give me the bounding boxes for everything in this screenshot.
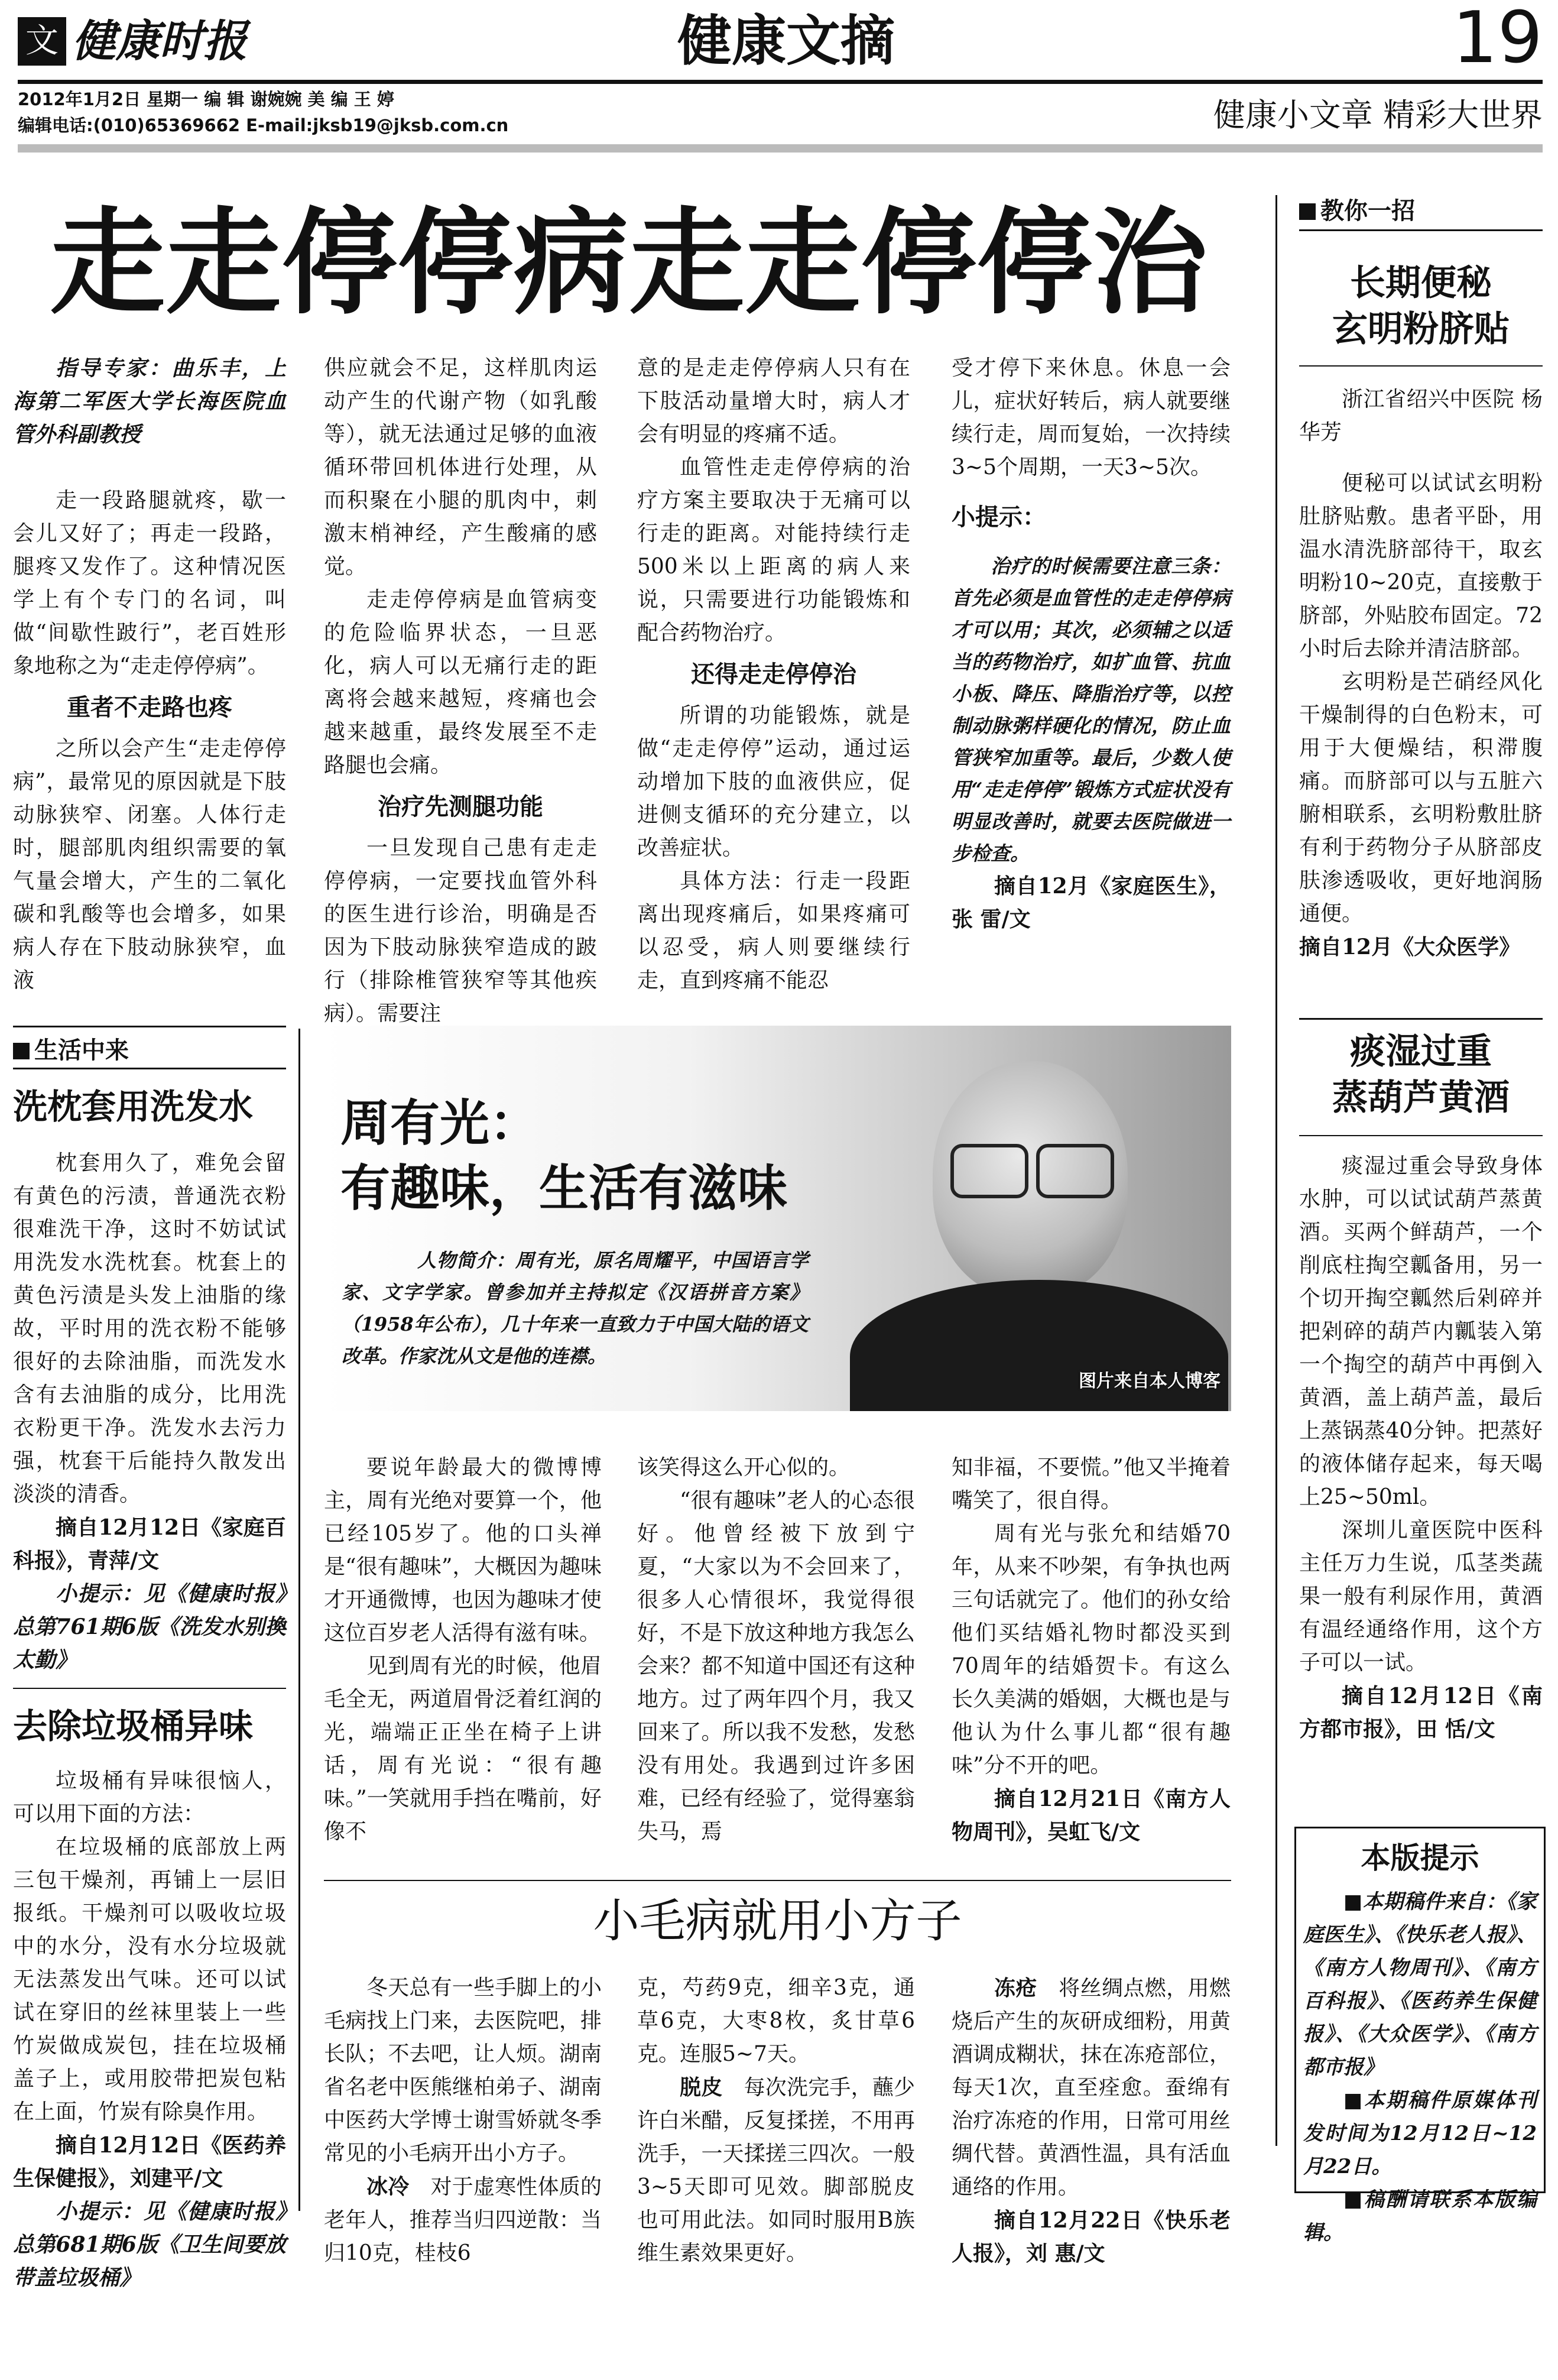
paragraph: 见到周有光的时候，他眉毛全无，两道眉骨泛着红润的光，端端正正坐在椅子上讲话，周有光说：“很有趣味。”一笑就用手挡在嘴前，好像不 xyxy=(324,1654,602,1844)
bottom-col-2 xyxy=(637,1972,915,2270)
paragraph: 要说年龄最大的微博博主，周有光绝对要算一个，他已经105岁了。他的口头禅是“很有趣味”，大概因为趣味才开通微博，也因为趣味才使这位百岁老人活得有滋有味。 xyxy=(324,1455,602,1645)
section-label-text: 教你一招 xyxy=(1320,197,1415,225)
remedy-head: 脱皮 xyxy=(680,2075,723,2100)
title-line: 长期便秘 xyxy=(1350,262,1492,304)
remedy-text: 将丝绸点燃，用燃烧后产生的灰研成细粉，用黄酒调成糊状，抹在冻疮部位，每天1次，直至痊愈。蚕绵有治疗冻疮的作用，日常可用丝绸代替。黄酒性温，具有活血通络的作用。 xyxy=(952,1976,1231,2199)
tip-note: 小提示：见《健康时报》总第761期6版《洗发水别換太勤》 xyxy=(13,1581,286,1672)
source-credit: 摘自12月12日《医药养生保健报》，刘建平/文 xyxy=(13,2133,286,2191)
sidebar-divider xyxy=(1275,195,1277,2146)
paragraph: 冬天总有一些手脚上的小毛病找上门来，去医院吧，排长队；不去吧，让人烦。湖南省名老中医熊继柏弟子、湖南中医药大学博士谢雪娇就冬季常见的小毛病开出小方子。 xyxy=(324,1976,602,2165)
paragraph: 垃圾桶有异味很恼人，可以用下面的方法： xyxy=(13,1769,286,1826)
notice-title: 本版提示 xyxy=(1361,1841,1479,1875)
square-bullet-icon xyxy=(1299,203,1316,220)
life-tip-2-body xyxy=(13,1765,286,2294)
photo-credit: 图片来自本人博客 xyxy=(1079,1371,1221,1392)
square-bullet-icon xyxy=(13,1043,30,1059)
date-editor-line: 2012年1月2日 星期一 编 辑 谢婉婉 美 编 王 婷 xyxy=(18,89,394,109)
title-line: 痰湿过重 xyxy=(1350,1031,1492,1072)
paragraph: 玄明粉是芒硝经风化干燥制得的白色粉末，可用于大便燥结，积滞腹痛。而脐部可以与五脏六腑相联系，玄明粉敷肚脐有利于药物分子从脐部皮肤渗透吸收，更好地润肠通便。 xyxy=(1299,670,1543,926)
paragraph: 走走停停病是血管病变的危险临界状态，一旦恶化，病人可以无痛行走的距离将会越来越短，疼痛也会越来越重，最终发展至不走路腿也会痛。 xyxy=(324,588,597,777)
sidebar-article-1-body xyxy=(1299,383,1543,964)
header-rule-bottom xyxy=(18,144,1543,153)
feature-col-1 xyxy=(324,1451,602,1849)
main-col-2 xyxy=(324,352,597,1030)
notice-item: ■本期稿件来自：《家庭医生》、《快乐老人报》、《南方人物周刊》、《南方百科报》、《医药养生保健报》、《大众医学》、《南方都市报》 xyxy=(1303,1890,1537,2079)
paragraph: 便秘可以试试玄明粉肚脐贴敷。患者平卧，用温水清洗脐部待干，取玄明粉10~20克，直接敷于脐部，外贴胶布固定。72小时后去除并清洁脐部。 xyxy=(1299,471,1543,661)
header-rule-thick xyxy=(18,80,1543,84)
source-credit: 摘自12月《家庭医生》，张 雷/文 xyxy=(952,874,1231,932)
left-divider xyxy=(298,1029,300,2211)
notice-item: ■稿酬请联系本版编辑。 xyxy=(1303,2188,1537,2245)
tip-text: 治疗的时候需要注意三条：首先必须是血管性的走走停停病才可以用；其次，必须辅之以适当的药物治疗，如扩血管、抗血小板、降压、降脂治疗等，以控制动脉粥样硬化的情况，防止血管狭窄加重等。最后，少数人使用“走走停停”锻炼方式症状没有明显改善时，就要去医院做进一步检查。 xyxy=(952,555,1231,865)
paragraph: 枕套用久了，难免会留有黄色的污渍，普通洗衣粉很难洗干净，这时不妨试试用洗发水洗枕套。枕套上的黄色污渍是头发上油脂的缘故，平时用的洗衣粉不能够很好的去除油脂，而洗发水含有去油脂的成分，比用洗衣粉更干净。洗发水去污力强，枕套干后能持久散发出淡淡的清香。 xyxy=(13,1151,286,1506)
portrait-photo xyxy=(832,1026,1231,1411)
section-title: 健康文摘 xyxy=(677,9,895,73)
remedy-head: 冻疮 xyxy=(994,1976,1037,2000)
source-credit: 摘自12月12日《南方都市报》，田 恬/文 xyxy=(1299,1684,1543,1742)
source-credit: 摘自12月《大众医学》 xyxy=(1299,935,1521,959)
subhead-3: 还得走走停停治 xyxy=(691,661,856,688)
glasses-icon xyxy=(950,1144,1028,1198)
tip-title: 小提示： xyxy=(952,504,1046,531)
subhead-1: 重者不走路也疼 xyxy=(67,694,232,721)
paragraph: 意的是走走停停病人只有在下肢活动量增大时，病人才会有明显的疼痛不适。 xyxy=(637,356,910,446)
source-credit: 摘自12月12日《家庭百科报》，青萍/文 xyxy=(13,1515,286,1573)
paragraph: 在垃圾桶的底部放上两三包干燥剂，再铺上一层旧报纸。干燥剂可以吸收垃圾中的水分，没有水分垃圾就无法蒸发出气味。还可以试试在穿旧的丝袜里装上一些竹炭做成炭包，挂在垃圾桶盖子上，或用胶带把炭包粘在上面，竹炭有除臭作用。 xyxy=(13,1835,286,2124)
logo-text: 健康时报 xyxy=(72,16,247,67)
sidebar-article-1-title xyxy=(1299,260,1543,352)
source-credit: 摘自12月22日《快乐老人报》，刘 惠/文 xyxy=(952,2208,1231,2266)
life-tip-1-title: 洗枕套用洗发水 xyxy=(13,1087,254,1127)
expert-credit: 指导专家：曲乐丰，上海第二军医大学长海医院血管外科副教授 xyxy=(13,356,286,447)
feature-col-2 xyxy=(637,1451,915,1849)
section-rule xyxy=(13,1688,286,1689)
subhead-2: 治疗先测腿功能 xyxy=(378,793,543,821)
remedy-text: 对于虚寒性体质的老年人，推荐当归四逆散：当归10克，桂枝6 xyxy=(324,2175,602,2265)
main-col-4 xyxy=(952,352,1231,936)
section-label-text: 生活中来 xyxy=(34,1037,129,1064)
paragraph: 痰湿过重会导致身体水肿，可以试试葫芦蒸黄酒。买两个鲜葫芦，一个削底柱掏空瓤备用，另一个切开掏空瓤然后剁碎并把剁碎的葫芦内瓤装入第一个掏空的葫芦中再倒入黄酒，盖上葫芦盖，最后上蒸锅蒸40分钟。把蒸好的液体储存起来，每天喝上25~50ml。 xyxy=(1299,1154,1543,1509)
paragraph: 所谓的功能锻炼，就是做“走走停停”运动，通过运动增加下肢的血液供应，促进侧支循环的充分建立，以改善症状。 xyxy=(637,703,910,860)
main-headline: 走走停停病走走停停治 xyxy=(50,196,1209,330)
paragraph: “很有趣味”老人的心态很好。他曾经被下放到宁夏，“大家以为不会回来了，很多人心情很坏，我觉得很好，不是下放这种地方我怎么会来？都不知道中国还有这种地方。过了两年四个月，我又回来了。所以我不发愁，发愁没有用处。我遇到过许多困难，已经有经验了，觉得塞翁失马，焉 xyxy=(637,1489,915,1844)
sidebar-article-2-body xyxy=(1299,1150,1543,1746)
paragraph: 受才停下来休息。休息一会儿，症状好转后，病人就要继续行走，周而复始，一次持续3~5个周期，一天3~5次。 xyxy=(952,356,1231,479)
paragraph: 一旦发现自己患有走走停停病，一定要找血管外科的医生进行诊治，明确是否因为下肢动脉狭窄造成的跛行（排除椎管狭窄等其他疾病）。需要注 xyxy=(324,836,597,1026)
paragraph: 该笑得这么开心似的。 xyxy=(637,1455,851,1480)
tip-note: 小提示：见《健康时报》总第681期6版《卫生间要放带盖垃圾桶》 xyxy=(13,2199,286,2290)
section-rule xyxy=(13,1068,286,1069)
paragraph: 周有光与张允和结婚70年，从来不吵架，有争执也两三句话就完了。他们的孙女给他们买结婚礼物时都没买到70周年的结婚贺卡。有这么长久美满的婚姻，大概也是与他认为什么事儿都“很有趣味”分不开的吧。 xyxy=(952,1522,1231,1778)
section-rule xyxy=(13,1026,286,1027)
life-tip-1-body xyxy=(13,1147,286,1677)
paragraph: 深圳儿童医院中医科主任万力生说，瓜茎类蔬果一般有利尿作用，黄酒有温经通络作用，这个方子可以一试。 xyxy=(1299,1518,1543,1675)
bottom-col-1 xyxy=(324,1972,602,2270)
paragraph: 供应就会不足，这样肌肉运动产生的代谢产物（如乳酸等），就无法通过足够的血液循环带回机体进行处理，从而积聚在小腿的肌肉中，刺激末梢神经，产生酸痛的感觉。 xyxy=(324,356,597,579)
contact-line: 编辑电话:(010)65369662 E-mail:jksb19@jksb.com.cn xyxy=(18,115,509,135)
life-tip-2-title: 去除垃圾桶异味 xyxy=(13,1706,254,1746)
remedy-text: 每次洗完手，蘸少许白米醋，反复揉搓，不用再洗手，一天揉搓三四次。一般3~5天即可见效。脚部脱皮也可用此法。如同时服用B族维生素效果更好。 xyxy=(637,2076,915,2265)
main-col-3 xyxy=(637,352,910,997)
bottom-article-rule xyxy=(324,1880,1231,1881)
sidebar-section-label xyxy=(1299,192,1415,226)
title-rule xyxy=(1299,365,1543,367)
header-slogan: 健康小文章 精彩大世界 xyxy=(1213,96,1543,134)
title-rule xyxy=(1299,1135,1543,1136)
bottom-col-3 xyxy=(952,1972,1231,2270)
notice-item: ■本期稿件原媒体刊发时间为12月12日~12月22日。 xyxy=(1303,2089,1537,2178)
left-section-label xyxy=(13,1032,129,1065)
page-number: 19 xyxy=(1452,0,1543,79)
logo-mark-icon: 文 xyxy=(18,17,66,66)
title-line: 周有光： xyxy=(340,1094,540,1152)
source-credit: 摘自12月21日《南方人物周刊》，吴虹飞/文 xyxy=(952,1786,1231,1844)
title-line: 有趣味，生活有滋味 xyxy=(340,1159,788,1217)
paragraph: 之所以会产生“走走停停病”，最常见的原因就是下肢动脉狭窄、闭塞。人体行走时，腿部肌肉组织需要的氧气量会增大，产生的二氧化碳和乳酸等也会增多，如果病人存在下肢动脉狭窄，血液 xyxy=(13,737,286,993)
sidebar-label-rule xyxy=(1299,229,1543,231)
title-line: 蒸葫芦黄酒 xyxy=(1332,1077,1510,1118)
paragraph: 具体方法：行走一段距离出现疼痛后，如果疼痛可以忍受，病人则要继续行走，直到疼痛不能忍 xyxy=(637,869,910,993)
sidebar-article-2-title xyxy=(1299,1029,1543,1121)
section-rule xyxy=(1299,1018,1543,1020)
profile-text: 人物简介：周有光，原名周耀平，中国语言学家、文字学家。曾参加并主持拟定《汉语拼音方案》（1958年公布），几十年来一直致力于中国大陆的语文改革。作家沈从文是他的连襟。 xyxy=(342,1249,809,1367)
main-col-1 xyxy=(13,352,286,997)
title-line: 玄明粉脐贴 xyxy=(1332,309,1510,350)
author-line: 浙江省绍兴中医院 杨华芳 xyxy=(1299,387,1543,445)
paragraph: 知非福，不要慌。”他又半掩着嘴笑了，很自得。 xyxy=(952,1455,1231,1513)
remedy-head: 冰冷 xyxy=(366,2174,410,2199)
glasses-icon xyxy=(1036,1144,1114,1198)
feature-col-3 xyxy=(952,1451,1231,1849)
feature-banner xyxy=(324,1026,1231,1411)
paragraph: 克，芍药9克，细辛3克，通草6克，大枣8枚，炙甘草6克。连服5~7天。 xyxy=(637,1976,915,2066)
masthead-logo xyxy=(18,15,247,68)
intro-paragraph: 走一段路腿就疼，歇一会儿又好了；再走一段路，腿疼又发作了。这种情况医学上有个专门的名词，叫做“间歇性跛行”，老百姓形象地称之为“走走停停病”。 xyxy=(13,488,286,678)
feature-title xyxy=(340,1091,787,1221)
notice-box xyxy=(1294,1827,1546,2245)
paragraph: 血管性走走停停病的治疗方案主要取决于无痛可以行走的距离。对能持续行走500米以上距离的病人来说，只需要进行功能锻炼和配合药物治疗。 xyxy=(637,455,910,645)
bottom-article-title: 小毛病就用小方子 xyxy=(593,1895,962,1948)
